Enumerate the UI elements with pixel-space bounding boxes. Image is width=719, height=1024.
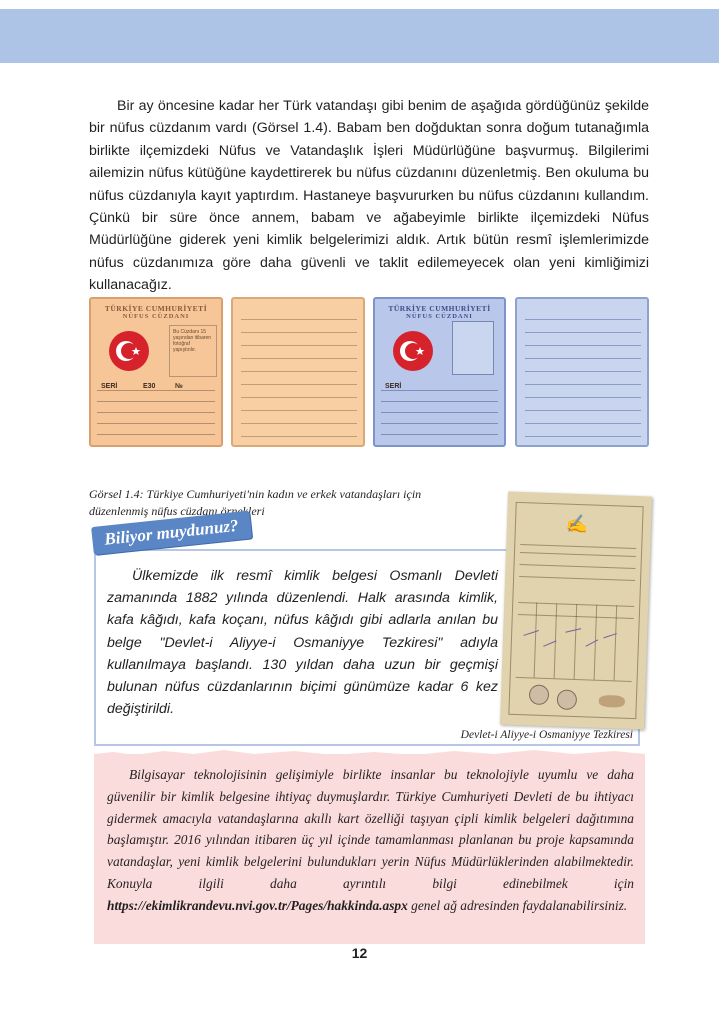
id-card-photos <box>89 297 649 447</box>
figure-caption: Görsel 1.4: Türkiye Cumhuriyeti'nin kadın ve erkek vatandaşları için düzenlenmiş nüfus cüzdanı örnekleri <box>89 487 422 518</box>
card-form-lines <box>97 380 215 435</box>
main-paragraph: Bir ay öncesine kadar her Türk vatandaşı gibi benim de aşağıda gördüğünüz şekilde bir nüfus cüzdanım vardı (Görsel 1.4). Babam ben doğduktan sonra doğum tutanağımla birlikte ilçemizdeki Nüfus ve Vatandaşlık İşleri Müdürlüğüne başvurmuş. Bilgilerimi ailemizin nüfus kütüğüne kaydettirerek bu nüfus cüzdanını düzenletmiş. Ben okuluma bu nüfus cüzdanıyla kayıt yaptırdım. Hastaneye başvururken bu nüfus cüzdanını kullandım. Çünkü bir süre önce annem, babam ve ağabeyimle birlikte ilçemizdeki Nüfus Müdürlüğüne giderek yeni kimlik belgelerimizi aldık. Artık bütün resmî işlemlerimizde nüfus cüzdanımıza göre daha güvenli ve taklit edilemeyecek olan yeni kimliğimizi kullanacağız. <box>89 98 649 294</box>
card-subtitle: NÜFUS CÜZDANI <box>406 313 473 320</box>
nvi-url-link[interactable]: https://ekimlikrandevu.nvi.gov.tr/Pages/hakkinda.aspx <box>107 897 408 913</box>
card-title: TÜRKİYE CUMHURİYETİ <box>104 304 208 313</box>
card-serial-number: № <box>175 383 183 390</box>
card-title: TÜRKİYE CUMHURİYETİ <box>388 304 491 313</box>
turkish-flag-emblem-icon <box>393 331 433 371</box>
id-card-pink-cover <box>89 297 223 447</box>
card-form-grid <box>241 307 357 437</box>
card-serial-code: E30 <box>143 383 156 390</box>
card-form-lines <box>381 380 498 435</box>
card-serial-label: SERİ <box>385 383 402 390</box>
card-serial-label: SERİ <box>101 383 118 390</box>
pink-note-text-part1: Bilgisayar teknolojisinin gelişimiyle birlikte insanlar bu teknolojiyle uyumlu ve daha güvenilir bir kimlik belgesine ihtiyaç duymuşlardır. Türkiye Cumhuriyeti Devleti de bu ihtiyacı gidermek amacıyla vatandaşlarına akıllı kart özelliği taşıyan çipli kimlik belgeleri dağıtımına başlamıştır. 2016 yılından itibaren üç yıl içinde tamamlanması planlanan bu proje kapsamında vatandaşlar, yeni kimlik belgelerini bulundukları yerin Nüfus Müdürlüklerinden alabilmektedir. Konuyla ilgili daha ayrıntılı bilgi edinebilmek için <box>107 767 634 891</box>
card-form-grid <box>525 307 641 437</box>
id-card-blue-cover <box>373 297 506 447</box>
card-photo-box <box>452 321 494 375</box>
card-stamp-note: Bu Cüzdanı 15 yaşından itibaren fotoğraf yapıştırılır. <box>169 325 217 377</box>
card-subtitle: NÜFUS CÜZDANI <box>122 313 190 320</box>
id-card-blue-inside <box>515 297 649 447</box>
id-card-pink-inside <box>231 297 365 447</box>
ottoman-identity-document-image <box>500 492 652 730</box>
pink-note-text <box>107 764 634 917</box>
info-box-text: Ülkemizde ilk resmî kimlik belgesi Osmanlı Devleti zamanında 1882 yılında düzenlendi. Halk arasında kimlik, kafa kâğıdı, kafa koçanı, nüfus kâğıdı gibi adlarla anılan bu belge "Devlet-i Aliyye-i Osmaniyye Tezkiresi" adıyla kullanılmaya başlandı. 130 yıldan daha uzun bir geçmişi bulunan nüfus cüzdanlarının biçimi günümüze kadar 6 kez değiştirildi. <box>107 568 498 718</box>
did-you-know-label: Biliyor muydunuz? <box>91 511 252 555</box>
pink-note-text-part2: genel ağ adresinden faydalanabilirsiniz. <box>407 897 628 913</box>
turkish-flag-emblem-icon <box>109 331 149 371</box>
header-band <box>0 9 719 63</box>
document-caption: Devlet-i Aliyye-i Osmaniyye Tezkiresi <box>460 729 633 741</box>
tugra-emblem-icon: ✍ <box>565 513 589 536</box>
page-number: 12 <box>351 945 368 961</box>
